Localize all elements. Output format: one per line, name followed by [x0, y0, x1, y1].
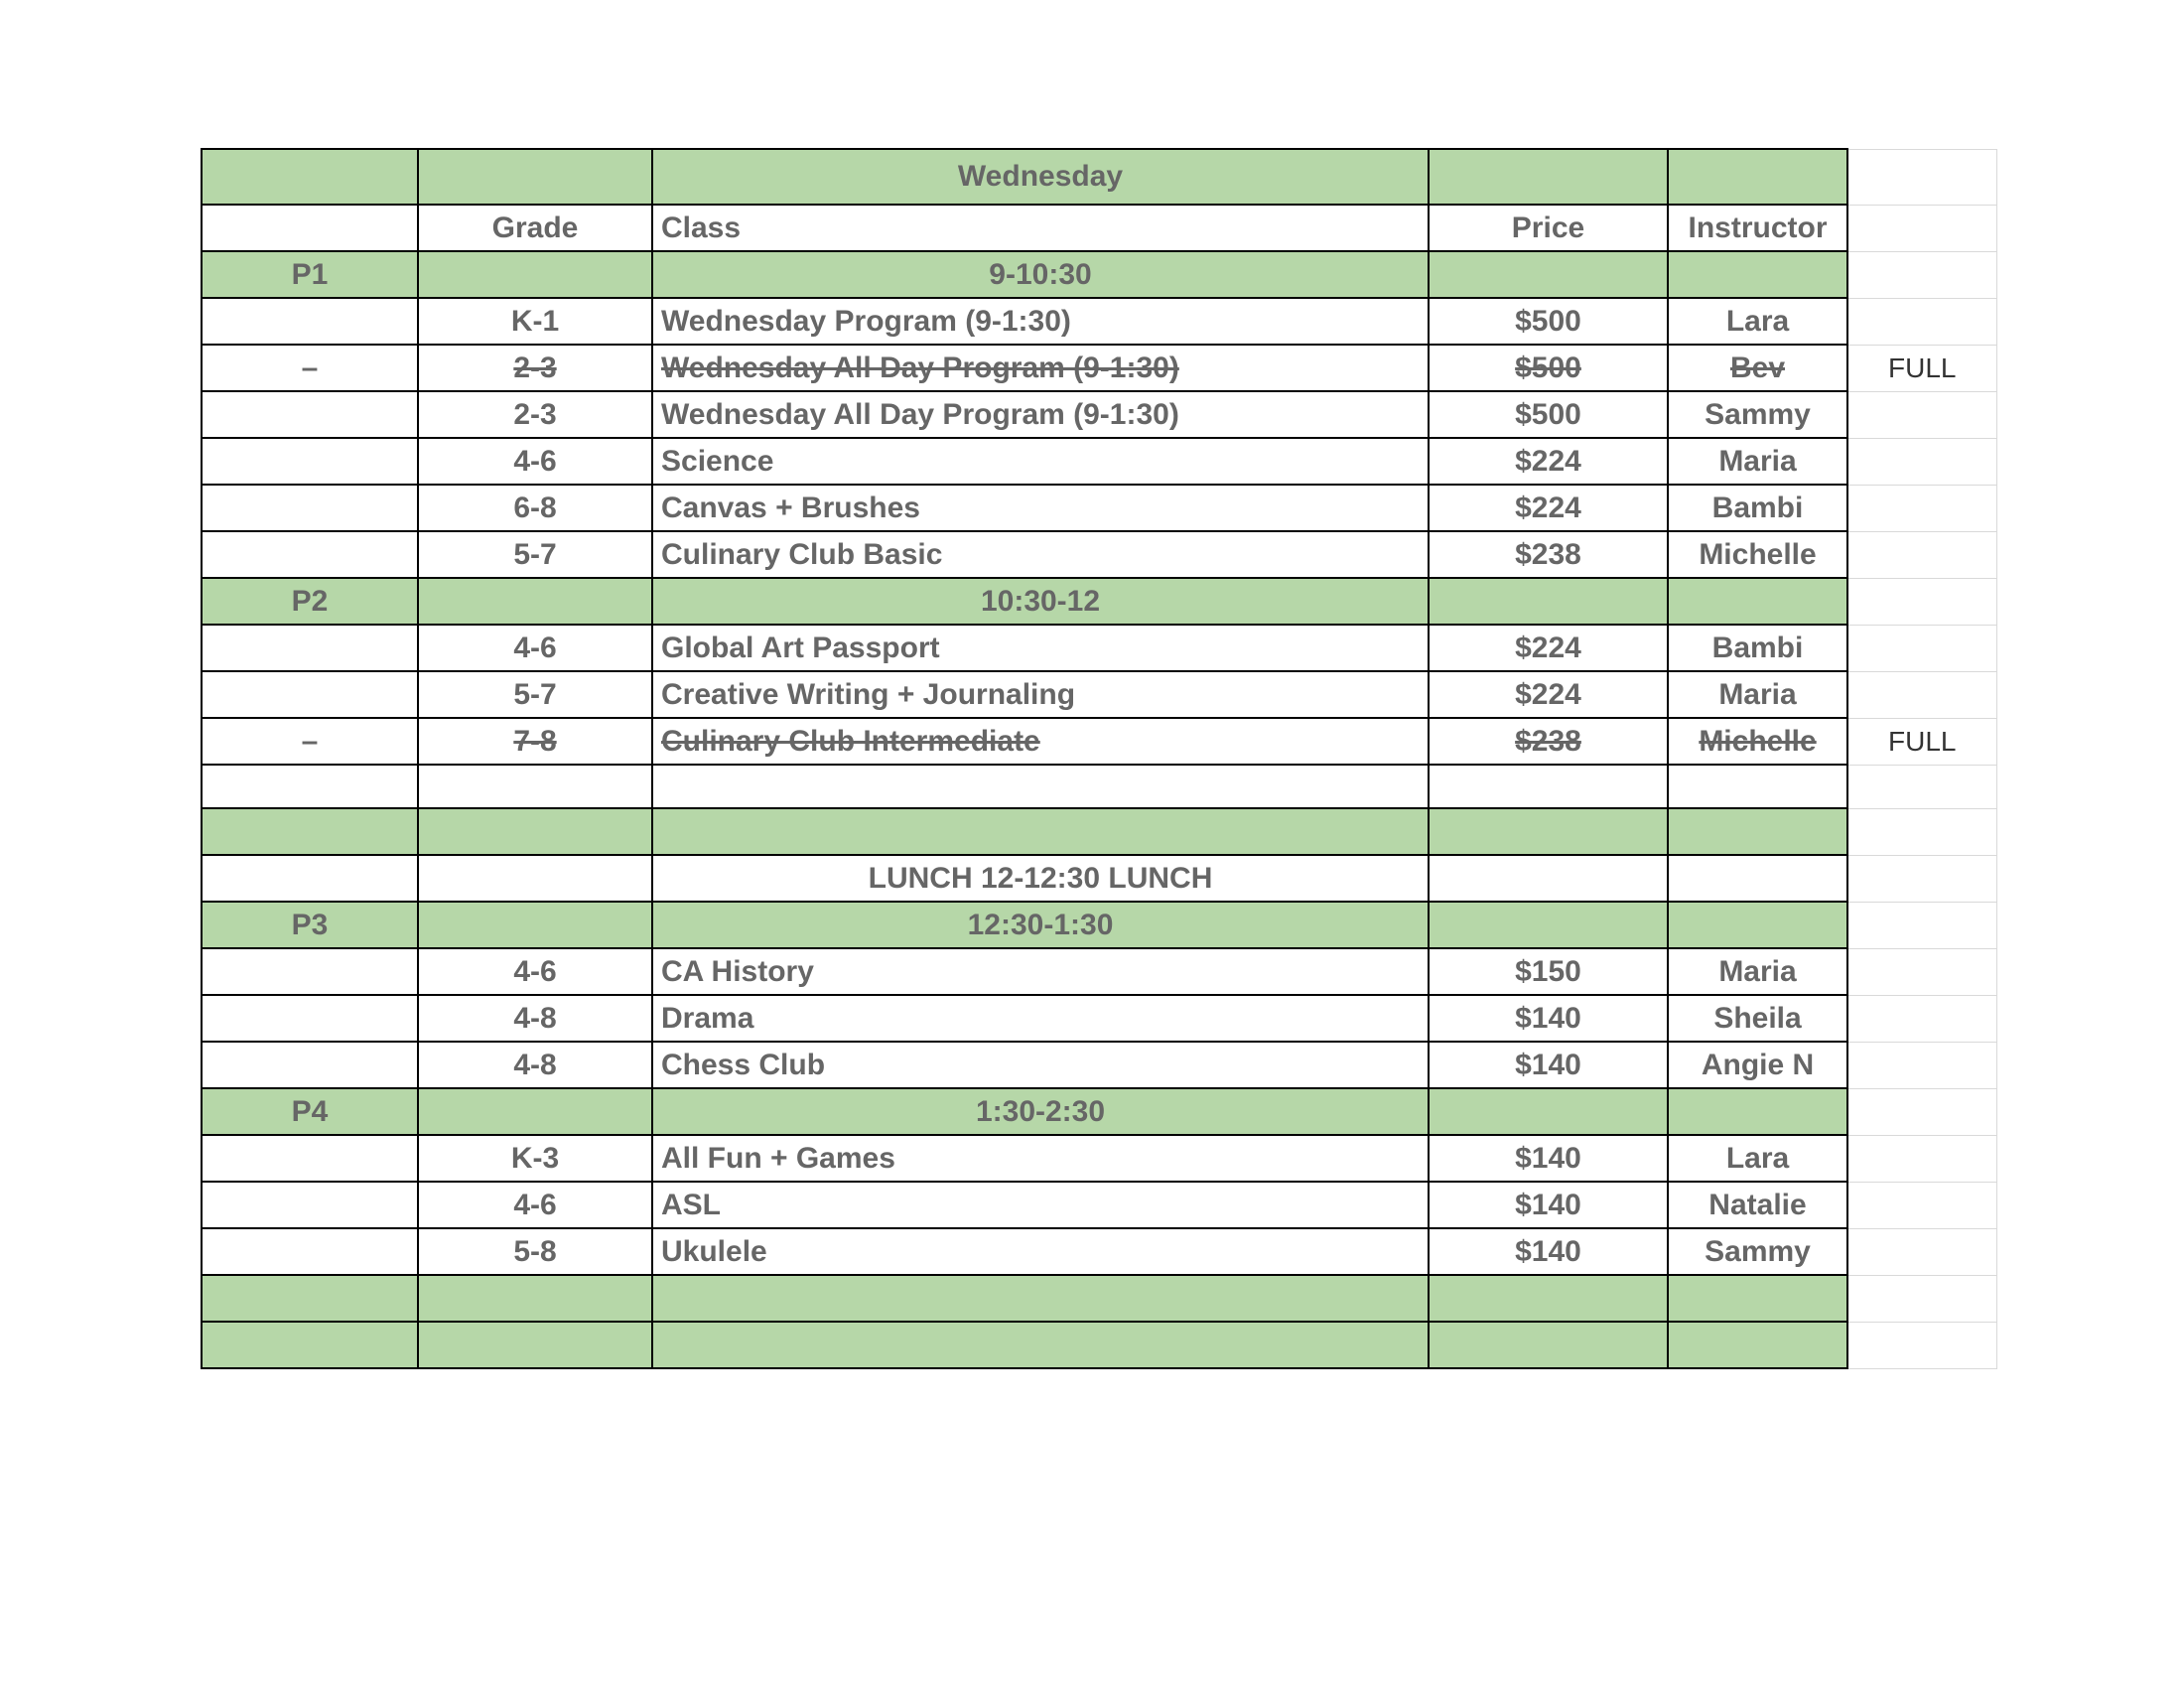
class-row	[202, 438, 1996, 485]
period-time: 9-10:30	[652, 251, 1429, 298]
instructor-cell: Lara	[1668, 1135, 1847, 1182]
schedule-table	[201, 148, 1997, 1369]
header-price: Price	[1429, 205, 1668, 251]
status-cell	[1847, 1182, 1996, 1228]
instructor-cell: Sammy	[1668, 391, 1847, 438]
price-cell: $140	[1429, 1042, 1668, 1088]
status-cell	[1847, 1135, 1996, 1182]
row-marker: –	[202, 345, 418, 391]
status-cell	[1847, 531, 1996, 578]
row-marker	[202, 391, 418, 438]
class-cell: Wednesday Program (9-1:30)	[652, 298, 1429, 345]
price-cell: $150	[1429, 948, 1668, 995]
row-marker	[202, 995, 418, 1042]
grade-cell: 5-7	[418, 531, 652, 578]
separator-row	[202, 808, 1996, 855]
price-cell: $238	[1429, 718, 1668, 765]
footer-row	[202, 1275, 1996, 1322]
instructor-cell: Maria	[1668, 948, 1847, 995]
period-time: 12:30-1:30	[652, 902, 1429, 948]
class-row	[202, 671, 1996, 718]
header-class: Class	[652, 205, 1429, 251]
price-cell: $140	[1429, 1182, 1668, 1228]
class-row	[202, 1042, 1996, 1088]
price-cell: $224	[1429, 438, 1668, 485]
class-cell: ASL	[652, 1182, 1429, 1228]
price-cell: $238	[1429, 531, 1668, 578]
class-cell: CA History	[652, 948, 1429, 995]
class-row	[202, 345, 1996, 391]
period-label: P4	[202, 1088, 418, 1135]
instructor-cell: Natalie	[1668, 1182, 1847, 1228]
status-cell	[1847, 298, 1996, 345]
grade-cell: 2-3	[418, 345, 652, 391]
row-marker	[202, 671, 418, 718]
grade-cell: 5-8	[418, 1228, 652, 1275]
instructor-cell: Michelle	[1668, 531, 1847, 578]
instructor-cell: Sammy	[1668, 1228, 1847, 1275]
price-cell: $500	[1429, 391, 1668, 438]
instructor-cell: Sheila	[1668, 995, 1847, 1042]
status-cell: FULL	[1847, 718, 1996, 765]
status-cell	[1847, 438, 1996, 485]
class-row	[202, 948, 1996, 995]
row-marker: –	[202, 718, 418, 765]
period-header-row	[202, 251, 1996, 298]
class-row	[202, 391, 1996, 438]
class-cell: Culinary Club Basic	[652, 531, 1429, 578]
price-cell: $224	[1429, 485, 1668, 531]
period-header-row	[202, 578, 1996, 625]
class-row	[202, 718, 1996, 765]
class-row	[202, 485, 1996, 531]
row-marker	[202, 1042, 418, 1088]
status-cell	[1847, 948, 1996, 995]
class-cell: All Fun + Games	[652, 1135, 1429, 1182]
grade-cell: K-1	[418, 298, 652, 345]
period-time: 10:30-12	[652, 578, 1429, 625]
status-cell: FULL	[1847, 345, 1996, 391]
class-row	[202, 1228, 1996, 1275]
class-row	[202, 531, 1996, 578]
grade-cell: 4-8	[418, 1042, 652, 1088]
status-cell	[1847, 485, 1996, 531]
class-row	[202, 995, 1996, 1042]
grade-cell: 4-6	[418, 948, 652, 995]
grade-cell: 4-6	[418, 438, 652, 485]
class-cell: Science	[652, 438, 1429, 485]
instructor-cell: Bambi	[1668, 485, 1847, 531]
header-row	[202, 205, 1996, 251]
price-cell: $224	[1429, 625, 1668, 671]
row-marker	[202, 438, 418, 485]
lunch-label: LUNCH 12-12:30 LUNCH	[652, 855, 1429, 902]
instructor-cell: Angie N	[1668, 1042, 1847, 1088]
price-cell: $500	[1429, 345, 1668, 391]
row-marker	[202, 1228, 418, 1275]
empty-row	[202, 765, 1996, 808]
status-cell	[1847, 1042, 1996, 1088]
row-marker	[202, 531, 418, 578]
page-title: Wednesday	[652, 149, 1429, 205]
grade-cell: 4-8	[418, 995, 652, 1042]
row-marker	[202, 625, 418, 671]
instructor-cell: Maria	[1668, 671, 1847, 718]
price-cell: $224	[1429, 671, 1668, 718]
period-header-row	[202, 1088, 1996, 1135]
status-cell	[1847, 1228, 1996, 1275]
status-cell	[1847, 625, 1996, 671]
status-cell	[1847, 391, 1996, 438]
class-cell: Drama	[652, 995, 1429, 1042]
row-marker	[202, 485, 418, 531]
footer-row	[202, 1322, 1996, 1368]
class-cell: Creative Writing + Journaling	[652, 671, 1429, 718]
grade-cell: 4-6	[418, 625, 652, 671]
header-instructor: Instructor	[1668, 205, 1847, 251]
class-cell: Culinary Club Intermediate	[652, 718, 1429, 765]
period-label: P1	[202, 251, 418, 298]
price-cell: $140	[1429, 1135, 1668, 1182]
instructor-cell: Bambi	[1668, 625, 1847, 671]
header-grade: Grade	[418, 205, 652, 251]
instructor-cell: Michelle	[1668, 718, 1847, 765]
period-header-row	[202, 902, 1996, 948]
class-cell: Canvas + Brushes	[652, 485, 1429, 531]
class-cell: Ukulele	[652, 1228, 1429, 1275]
period-time: 1:30-2:30	[652, 1088, 1429, 1135]
class-cell: Wednesday All Day Program (9-1:30)	[652, 345, 1429, 391]
period-label: P3	[202, 902, 418, 948]
class-row	[202, 625, 1996, 671]
class-cell: Chess Club	[652, 1042, 1429, 1088]
grade-cell: 2-3	[418, 391, 652, 438]
class-row	[202, 1135, 1996, 1182]
grade-cell: 5-7	[418, 671, 652, 718]
class-cell: Wednesday All Day Program (9-1:30)	[652, 391, 1429, 438]
row-marker	[202, 948, 418, 995]
lunch-row	[202, 855, 1996, 902]
grade-cell: 7-8	[418, 718, 652, 765]
instructor-cell: Maria	[1668, 438, 1847, 485]
row-marker	[202, 1135, 418, 1182]
title-row	[202, 149, 1996, 205]
row-marker	[202, 298, 418, 345]
period-label: P2	[202, 578, 418, 625]
grade-cell: 4-6	[418, 1182, 652, 1228]
price-cell: $500	[1429, 298, 1668, 345]
instructor-cell: Lara	[1668, 298, 1847, 345]
class-row	[202, 1182, 1996, 1228]
price-cell: $140	[1429, 995, 1668, 1042]
status-cell	[1847, 671, 1996, 718]
row-marker	[202, 1182, 418, 1228]
status-cell	[1847, 995, 1996, 1042]
instructor-cell: Bev	[1668, 345, 1847, 391]
price-cell: $140	[1429, 1228, 1668, 1275]
class-cell: Global Art Passport	[652, 625, 1429, 671]
class-row	[202, 298, 1996, 345]
grade-cell: 6-8	[418, 485, 652, 531]
grade-cell: K-3	[418, 1135, 652, 1182]
